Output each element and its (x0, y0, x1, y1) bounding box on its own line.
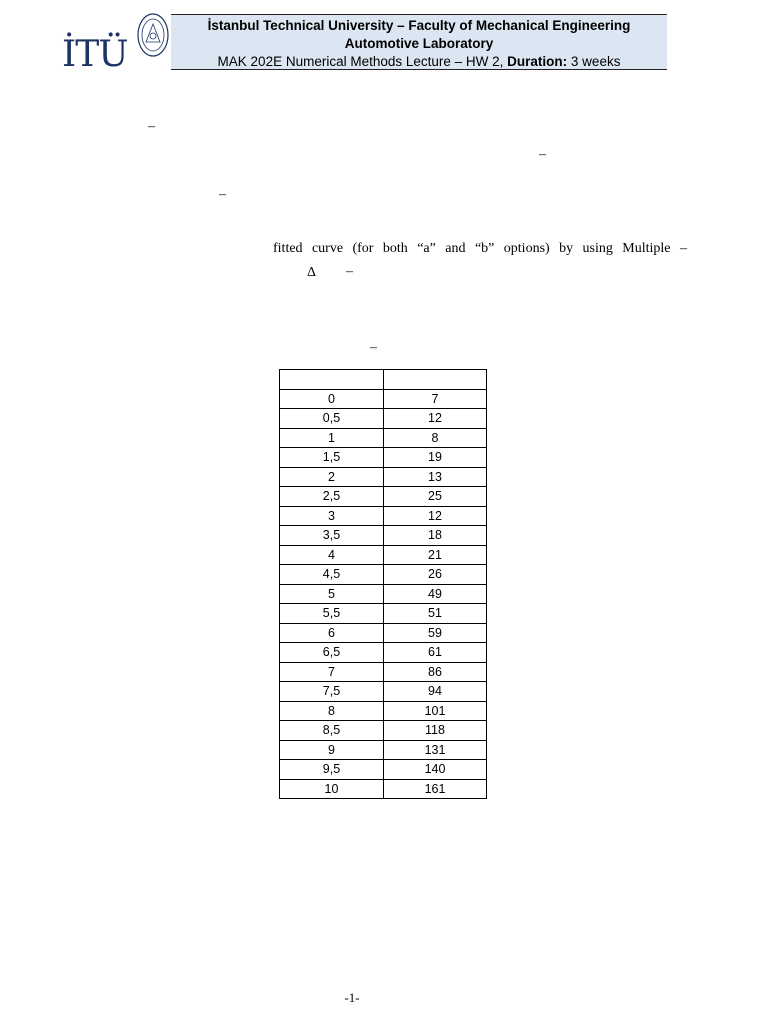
table-row (280, 526, 487, 546)
body-word: “a” (417, 241, 436, 256)
table-cell-x: 2,5 (280, 487, 384, 507)
header-university-line: İstanbul Technical University – Faculty of Mechanical Engineering (207, 18, 631, 33)
table-row (280, 565, 487, 585)
header-lab-line: Automotive Laboratory (344, 36, 494, 51)
document-header (171, 14, 667, 70)
table-cell-x: 7 (280, 662, 384, 682)
table-cell-x: 7,5 (280, 682, 384, 702)
table-row (280, 545, 487, 565)
table-row (280, 467, 487, 487)
table-cell-y: 131 (384, 740, 487, 760)
table-cell-y: 86 (384, 662, 487, 682)
table-cell-x: 2 (280, 467, 384, 487)
table-cell-x: 4 (280, 545, 384, 565)
table-cell-y: 161 (384, 779, 487, 799)
table-cell-x: 0 (280, 389, 384, 409)
body-word: both (382, 241, 408, 256)
dash-mark: – (346, 264, 353, 279)
table-cell-x: 1 (280, 428, 384, 448)
table-cell-y: 59 (384, 623, 487, 643)
body-word: – (679, 241, 687, 256)
table-row (280, 448, 487, 468)
table-cell-x: 8 (280, 701, 384, 721)
table-row (280, 584, 487, 604)
table-cell-x: 0,5 (280, 409, 384, 429)
delta-symbol: Δ (307, 265, 317, 280)
table-row (280, 389, 487, 409)
dash-mark: – (539, 147, 546, 162)
table-row (280, 487, 487, 507)
body-word: Multiple (622, 241, 671, 256)
table-header-cell (384, 370, 487, 390)
table-cell-x: 1,5 (280, 448, 384, 468)
table-row (280, 740, 487, 760)
table-cell-x: 10 (280, 779, 384, 799)
table-row (280, 760, 487, 780)
body-word: “b” (474, 241, 495, 256)
header-duration-value: 3 weeks (567, 54, 621, 69)
header-duration-label: Duration: (507, 54, 568, 69)
table-row (280, 428, 487, 448)
table-row (280, 682, 487, 702)
table-cell-y: 61 (384, 643, 487, 663)
data-table-body (280, 370, 487, 799)
fitted-curve-line (273, 241, 687, 257)
table-cell-y: 140 (384, 760, 487, 780)
page-number: -1- (344, 990, 360, 1005)
table-cell-y: 13 (384, 467, 487, 487)
table-row (280, 779, 487, 799)
table-cell-x: 6,5 (280, 643, 384, 663)
table-row (280, 721, 487, 741)
table-cell-y: 101 (384, 701, 487, 721)
table-cell-x: 3 (280, 506, 384, 526)
table-row (280, 701, 487, 721)
table-cell-y: 18 (384, 526, 487, 546)
body-word: using (582, 241, 613, 256)
table-row (280, 623, 487, 643)
table-row (280, 506, 487, 526)
itu-logo (60, 12, 172, 75)
header-course-line (171, 53, 667, 71)
table-cell-y: 118 (384, 721, 487, 741)
body-word: and (445, 241, 466, 256)
body-word: curve (311, 241, 344, 256)
table-cell-x: 9 (280, 740, 384, 760)
table-cell-y: 19 (384, 448, 487, 468)
data-table (279, 369, 487, 799)
table-header-row (280, 370, 487, 390)
body-word: fitted (273, 241, 303, 256)
table-cell-y: 94 (384, 682, 487, 702)
table-cell-y: 12 (384, 409, 487, 429)
table-row (280, 604, 487, 624)
table-row (280, 662, 487, 682)
body-word: options) (503, 241, 550, 256)
body-word: (for (352, 241, 374, 256)
table-cell-x: 9,5 (280, 760, 384, 780)
table-cell-x: 3,5 (280, 526, 384, 546)
dash-mark: – (370, 340, 377, 355)
table-cell-y: 7 (384, 389, 487, 409)
table-cell-x: 8,5 (280, 721, 384, 741)
table-row (280, 409, 487, 429)
itu-logo-text: İTÜ (62, 34, 128, 75)
table-cell-x: 5,5 (280, 604, 384, 624)
table-cell-y: 12 (384, 506, 487, 526)
dash-mark: – (148, 119, 155, 134)
table-cell-y: 8 (384, 428, 487, 448)
body-word: by (559, 241, 574, 256)
dash-mark: – (219, 187, 226, 202)
table-cell-y: 51 (384, 604, 487, 624)
table-header-cell (280, 370, 384, 390)
table-cell-y: 25 (384, 487, 487, 507)
table-cell-x: 5 (280, 584, 384, 604)
table-cell-x: 6 (280, 623, 384, 643)
header-course-text: MAK 202E Numerical Methods Lecture – HW 2, (217, 54, 508, 69)
table-cell-y: 49 (384, 584, 487, 604)
table-row (280, 643, 487, 663)
university-seal-icon (136, 12, 170, 58)
table-cell-x: 4,5 (280, 565, 384, 585)
table-cell-y: 26 (384, 565, 487, 585)
table-cell-y: 21 (384, 545, 487, 565)
